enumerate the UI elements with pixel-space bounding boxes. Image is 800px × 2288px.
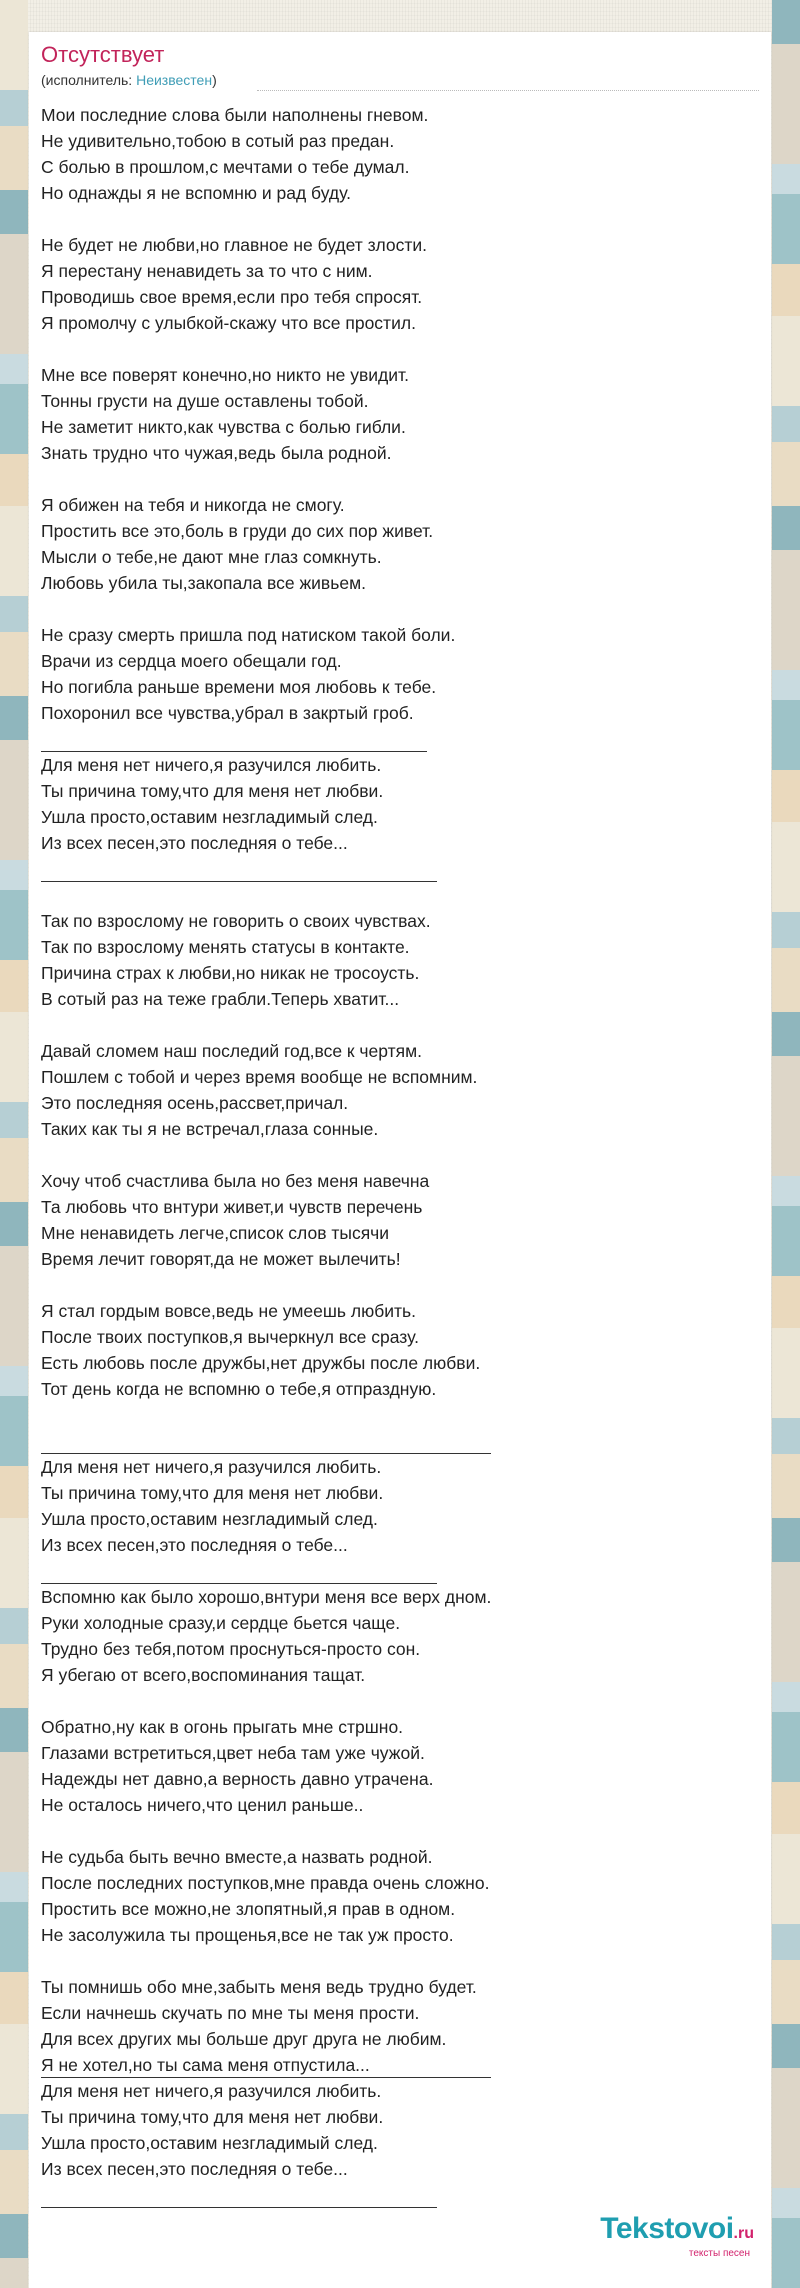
decorative-stripe	[772, 1454, 800, 1518]
lyric-line-divider	[41, 1558, 437, 1584]
lyric-line: Ушла просто,оставим незгладимый след.	[41, 1509, 378, 1529]
lyric-line: После последних поступков,мне правда очень сложно.	[41, 1873, 490, 1893]
brand-tld: .ru	[733, 2225, 754, 2242]
lyric-line: Похоронил все чувства,убрал в закртый гроб.	[41, 703, 414, 723]
decorative-stripe	[772, 1924, 800, 1960]
decorative-stripe	[772, 1012, 800, 1056]
decorative-stripe	[772, 164, 800, 194]
decorative-stripe	[0, 860, 28, 890]
lyric-line: Не судьба быть вечно вместе,а назвать родной.	[41, 1847, 433, 1867]
lyric-line	[41, 466, 761, 492]
lyric-line: Я стал гордым вовсе,ведь не умеешь любить.	[41, 1301, 416, 1321]
lyric-line-divider	[41, 1428, 491, 1454]
brand-tagline: тексты песен	[688, 2248, 750, 2259]
lyric-line: Ты причина тому,что для меня нет любви.	[41, 1483, 384, 1503]
lyric-line: Руки холодные сразу,и сердце бьется чаще.	[41, 1613, 401, 1633]
decorative-stripe	[772, 194, 800, 264]
decorative-stripe	[0, 632, 28, 696]
lyric-line: Мне ненавидеть легче,список слов тысячи	[41, 1223, 390, 1243]
lyric-line	[41, 1818, 761, 1844]
decorative-stripe	[0, 1202, 28, 1246]
lyric-line: Глазами встретиться,цвет неба там уже чужой.	[41, 1743, 425, 1763]
decorative-stripe	[772, 550, 800, 670]
lyric-line: Давай сломем наш последий год,все к чертям.	[41, 1041, 423, 1061]
lyric-line: Я обижен на тебя и никогда не смогу.	[41, 495, 345, 515]
decorative-stripe	[0, 506, 28, 596]
decorative-stripe	[0, 2150, 28, 2214]
lyric-line: Врачи из сердца моего обещали год.	[41, 651, 342, 671]
lyric-line	[41, 882, 761, 908]
decorative-stripe	[0, 1396, 28, 1466]
lyric-line: Не осталось ничего,что ценил раньше..	[41, 1795, 364, 1815]
lyric-line	[41, 206, 761, 232]
lyric-line: С болью в прошлом,с мечтами о тебе думал.	[41, 157, 410, 177]
decorative-stripe	[0, 1518, 28, 1608]
decorative-stripe	[0, 234, 28, 354]
artist-link[interactable]: Неизвестен	[136, 72, 213, 88]
lyric-line: Это последняя осень,рассвет,причал.	[41, 1093, 349, 1113]
decorative-stripe	[0, 1872, 28, 1902]
lyric-line: Не заметит никто,как чувства с болью гибли.	[41, 417, 406, 437]
decorative-stripe	[0, 960, 28, 1012]
artist-prefix: (исполнитель:	[41, 72, 137, 88]
decorative-stripe	[772, 264, 800, 316]
decorative-stripe	[772, 670, 800, 700]
decorative-stripe	[0, 1366, 28, 1396]
lyric-line	[41, 1142, 761, 1168]
lyric-line	[41, 1012, 761, 1038]
decorative-stripe	[772, 0, 800, 44]
lyric-line: Причина страх к любви,но никак не тросоусть.	[41, 963, 420, 983]
lyric-line: Я промолчу с улыбкой-скажу что все простил.	[41, 313, 416, 333]
decorative-stripe	[772, 822, 800, 912]
lyric-line-divider: Я не хотел,но ты сама меня отпустила...	[41, 2052, 491, 2078]
decorative-stripe	[0, 1644, 28, 1708]
lyric-line	[41, 1688, 761, 1714]
lyric-line: Я убегаю от всего,воспоминания тащат.	[41, 1665, 366, 1685]
lyric-line: Мои последние слова были наполнены гневом.	[41, 105, 429, 125]
lyric-line: В сотый раз на теже грабли.Теперь хватит...	[41, 989, 400, 1009]
lyric-line-divider	[41, 2182, 437, 2208]
lyric-line: Из всех песен,это последняя о тебе...	[41, 2159, 348, 2179]
decorative-stripe	[772, 2024, 800, 2068]
decorative-stripe	[772, 1782, 800, 1834]
decorative-stripe	[0, 354, 28, 384]
lyric-line: Из всех песен,это последняя о тебе...	[41, 833, 348, 853]
lyric-line: Так по взрослому не говорить о своих чувствах.	[41, 911, 431, 931]
brand-logo-text: Tekstovoi	[600, 2212, 734, 2245]
lyric-line: Та любовь что внтури живет,и чувств перечень	[41, 1197, 423, 1217]
decorative-stripe	[772, 2218, 800, 2288]
decorative-stripe	[772, 1682, 800, 1712]
decorative-stripe	[0, 1466, 28, 1518]
artist-line	[41, 72, 217, 88]
lyric-line: Тонны грусти на душе оставлены тобой.	[41, 391, 369, 411]
lyric-line: Вспомню как было хорошо,внтури меня все верх дном.	[41, 1587, 492, 1607]
lyric-line: Таких как ты я не встречал,глаза сонные.	[41, 1119, 379, 1139]
lyric-line-divider	[41, 856, 437, 882]
lyric-line: Простить все это,боль в груди до сих пор живет.	[41, 521, 434, 541]
lyric-line	[41, 336, 761, 362]
lyric-line: Но однажды я не вспомню и рад буду.	[41, 183, 351, 203]
decorative-stripe	[0, 1138, 28, 1202]
decorative-stripe	[0, 1608, 28, 1644]
lyric-line: Любовь убила ты,закопала все живьем.	[41, 573, 366, 593]
decorative-stripe	[0, 1246, 28, 1366]
decorative-stripe	[772, 1562, 800, 1682]
decorative-stripe	[772, 1418, 800, 1454]
lyric-line: Не будет не любви,но главное не будет злости.	[41, 235, 427, 255]
lyric-line: Для меня нет ничего,я разучился любить.	[41, 2081, 382, 2101]
lyric-line: Для меня нет ничего,я разучился любить.	[41, 1457, 382, 1477]
lyric-line: Ты помнишь обо мне,забыть меня ведь трудно будет.	[41, 1977, 477, 1997]
decorative-stripe	[772, 1206, 800, 1276]
decorative-stripe	[0, 1902, 28, 1972]
decorative-stripe	[772, 1276, 800, 1328]
lyric-line: Время лечит говорят,да не может вылечить!	[41, 1249, 401, 1269]
decorative-stripe	[0, 2114, 28, 2150]
decorative-stripe	[772, 1518, 800, 1562]
lyric-line	[41, 1948, 761, 1974]
decorative-stripe	[0, 2024, 28, 2114]
right-decorative-stripes	[772, 0, 800, 2288]
left-decorative-stripes	[0, 0, 28, 2288]
decorative-stripe	[0, 740, 28, 860]
lyrics-text	[41, 102, 761, 2208]
lyric-line: Я перестану ненавидеть за то что с ним.	[41, 261, 373, 281]
decorative-stripe	[0, 126, 28, 190]
site-watermark	[600, 2212, 754, 2259]
lyric-line: Пошлем с тобой и через время вообще не вспомним.	[41, 1067, 478, 1087]
decorative-stripe	[772, 2188, 800, 2218]
decorative-stripe	[0, 1972, 28, 2024]
lyric-line: Если начнешь скучать по мне ты меня прости.	[41, 2003, 420, 2023]
decorative-stripe	[772, 44, 800, 164]
decorative-stripe	[772, 770, 800, 822]
decorative-stripe	[772, 1328, 800, 1418]
decorative-stripe	[0, 190, 28, 234]
decorative-stripe	[772, 912, 800, 948]
lyric-line: Ушла просто,оставим незгладимый след.	[41, 2133, 378, 2153]
lyric-line: Тот день когда не вспомню о тебе,я отпраздную.	[41, 1379, 437, 1399]
lyric-line: Ты причина тому,что для меня нет любви.	[41, 2107, 384, 2127]
decorative-stripe	[772, 1960, 800, 2024]
lyric-line: Так по взрослому менять статусы в контакте.	[41, 937, 410, 957]
decorative-stripe	[772, 1056, 800, 1176]
decorative-stripe	[0, 696, 28, 740]
lyrics-card	[29, 32, 771, 2288]
lyric-line: Трудно без тебя,потом проснуться-просто сон.	[41, 1639, 421, 1659]
lyric-line	[41, 596, 761, 622]
decorative-stripe	[772, 1834, 800, 1924]
lyric-line: Но погибла раньше времени моя любовь к тебе.	[41, 677, 437, 697]
decorative-stripe	[0, 384, 28, 454]
lyric-line: Проводишь свое время,если про тебя спросят.	[41, 287, 423, 307]
lyric-line: Для меня нет ничего,я разучился любить.	[41, 755, 382, 775]
decorative-stripe	[772, 700, 800, 770]
decorative-stripe	[772, 1712, 800, 1782]
lyric-line: Не сразу смерть пришла под натиском такой боли.	[41, 625, 456, 645]
lyric-line: Знать трудно что чужая,ведь была родной.	[41, 443, 392, 463]
lyric-line: Ты причина тому,что для меня нет любви.	[41, 781, 384, 801]
decorative-stripe	[0, 90, 28, 126]
song-title: Отсутствует	[41, 42, 165, 67]
lyric-line: Есть любовь после дружбы,нет дружбы после любви.	[41, 1353, 481, 1373]
decorative-stripe	[0, 1102, 28, 1138]
artist-suffix: )	[212, 72, 217, 88]
decorative-stripe	[0, 2258, 28, 2288]
lyric-line: Для всех других мы больше друг друга не любим.	[41, 2029, 447, 2049]
lyric-line: Хочу чтоб счастлива была но без меня навечна	[41, 1171, 430, 1191]
decorative-stripe	[0, 0, 28, 90]
decorative-stripe	[0, 1012, 28, 1102]
lyric-line: После твоих поступков,я вычеркнул все сразу.	[41, 1327, 419, 1347]
decorative-stripe	[0, 1708, 28, 1752]
lyric-line: Простить все можно,не злопятный,я прав в одном.	[41, 1899, 456, 1919]
decorative-stripe	[0, 890, 28, 960]
decorative-stripe	[0, 454, 28, 506]
decorative-stripe	[772, 506, 800, 550]
header-divider	[257, 90, 759, 91]
decorative-stripe	[772, 948, 800, 1012]
lyric-line: Не засолужила ты прощенья,все не так уж просто.	[41, 1925, 454, 1945]
decorative-stripe	[772, 2068, 800, 2188]
lyric-line: Обратно,ну как в огонь прыгать мне стршно.	[41, 1717, 404, 1737]
decorative-stripe	[0, 2214, 28, 2258]
lyric-line-divider	[41, 726, 427, 752]
lyric-line: Из всех песен,это последняя о тебе...	[41, 1535, 348, 1555]
lyric-line: Не удивительно,тобою в сотый раз предан.	[41, 131, 395, 151]
decorative-stripe	[772, 316, 800, 406]
lyric-line	[41, 1402, 761, 1428]
lyric-line: Мне все поверят конечно,но никто не увидит.	[41, 365, 409, 385]
decorative-stripe	[0, 596, 28, 632]
lyric-line: Надежды нет давно,а верность давно утрачена.	[41, 1769, 434, 1789]
decorative-stripe	[0, 1752, 28, 1872]
decorative-stripe	[772, 1176, 800, 1206]
decorative-stripe	[772, 442, 800, 506]
lyric-line: Мысли о тебе,не дают мне глаз сомкнуть.	[41, 547, 382, 567]
lyric-line: Ушла просто,оставим незгладимый след.	[41, 807, 378, 827]
lyric-line	[41, 1272, 761, 1298]
decorative-stripe	[772, 406, 800, 442]
